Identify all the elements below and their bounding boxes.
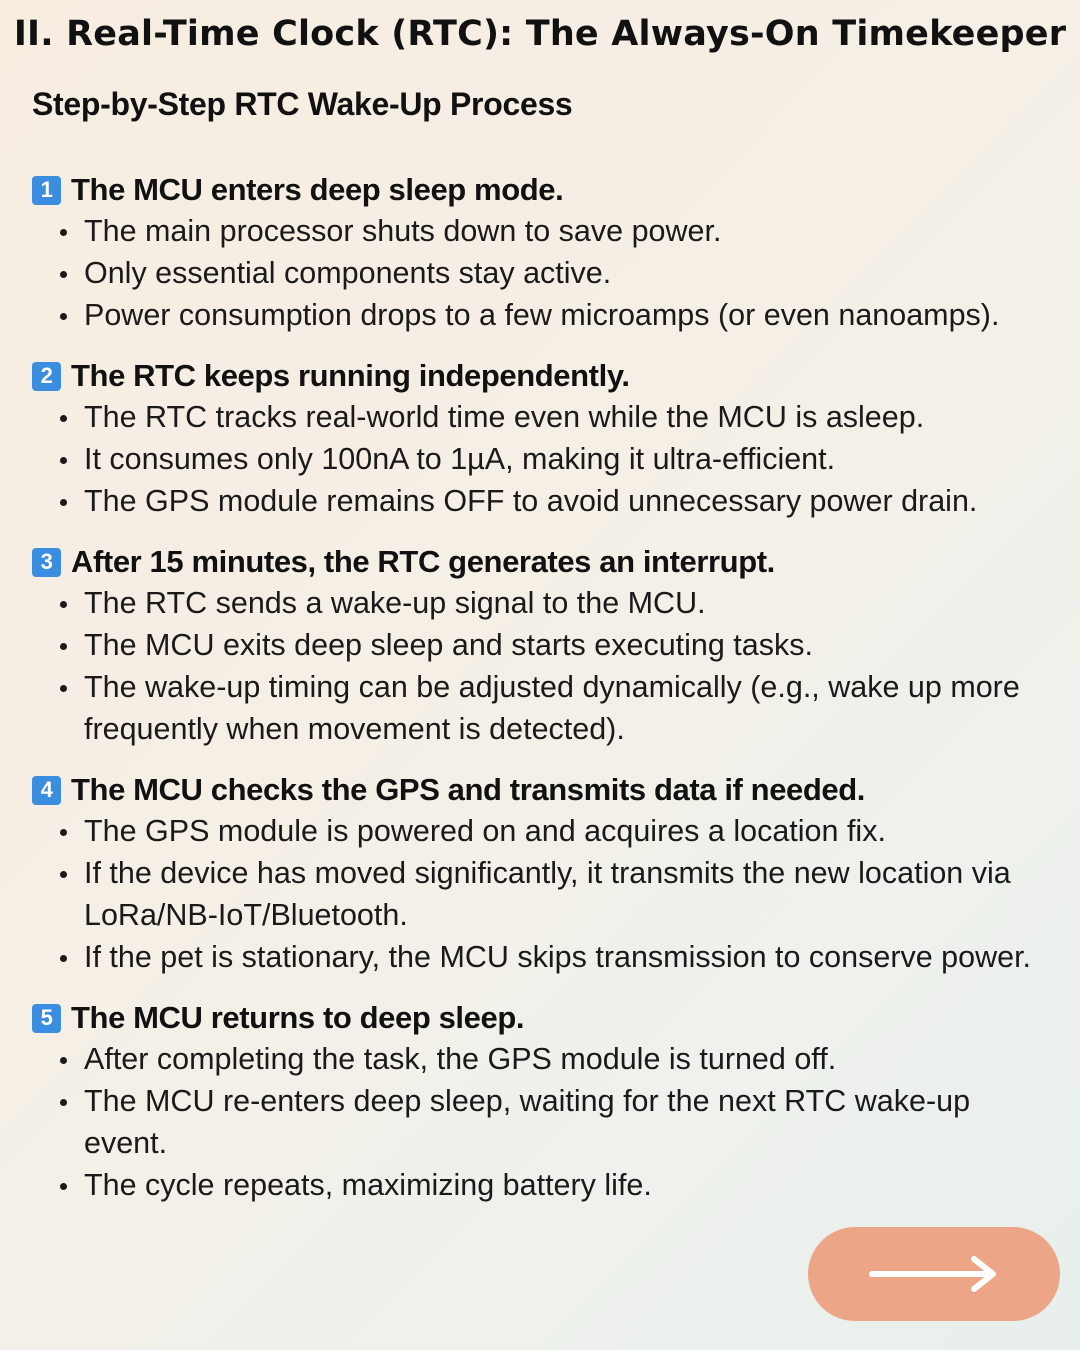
page-title: II. Real-Time Clock (RTC): The Always-On Timekeeper — [13, 14, 1067, 54]
steps-list — [32, 170, 1042, 1226]
bullet-dot-icon — [60, 271, 67, 278]
step-heading — [32, 356, 1042, 396]
bullet-list — [32, 582, 1042, 750]
step-heading-text: The RTC keeps running independently. — [71, 358, 630, 393]
bullet-item — [32, 252, 1042, 294]
bullet-text: The GPS module is powered on and acquires a location fix. — [84, 814, 886, 848]
bullet-item — [32, 810, 1042, 852]
bullet-text: The GPS module remains OFF to avoid unnecessary power drain. — [84, 484, 978, 518]
bullet-item — [32, 294, 1042, 336]
step-3 — [32, 542, 1042, 750]
bullet-dot-icon — [60, 229, 67, 236]
bullet-item — [32, 936, 1042, 978]
bullet-dot-icon — [60, 499, 67, 506]
step-number-badge: 3 — [32, 548, 61, 577]
bullet-text: Only essential components stay active. — [84, 256, 612, 290]
bullet-text: Power consumption drops to a few microamps (or even nanoamps). — [84, 298, 1000, 332]
step-4 — [32, 770, 1042, 978]
bullet-item — [32, 1164, 1042, 1206]
step-heading — [32, 770, 1042, 810]
step-number-badge: 4 — [32, 776, 61, 805]
bullet-text: If the device has moved significantly, it transmits the new location via LoRa/NB-IoT/Bluetooth. — [84, 856, 1011, 932]
bullet-item — [32, 396, 1042, 438]
bullet-dot-icon — [60, 685, 67, 692]
bullet-list — [32, 810, 1042, 978]
step-5 — [32, 998, 1042, 1206]
bullet-dot-icon — [60, 1183, 67, 1190]
step-heading-text: The MCU returns to deep sleep. — [71, 1000, 525, 1035]
step-number-badge: 2 — [32, 362, 61, 391]
bullet-dot-icon — [60, 313, 67, 320]
bullet-text: The main processor shuts down to save power. — [84, 214, 722, 248]
section-subtitle: Step-by-Step RTC Wake-Up Process — [32, 86, 573, 122]
step-1 — [32, 170, 1042, 336]
bullet-dot-icon — [60, 829, 67, 836]
bullet-list — [32, 210, 1042, 336]
step-number-badge: 1 — [32, 176, 61, 205]
bullet-item — [32, 480, 1042, 522]
step-heading-text: The MCU checks the GPS and transmits data if needed. — [71, 772, 866, 807]
bullet-dot-icon — [60, 457, 67, 464]
arrow-right-icon — [868, 1254, 1000, 1294]
bullet-text: If the pet is stationary, the MCU skips transmission to conserve power. — [84, 940, 1032, 974]
bullet-text: It consumes only 100nA to 1µA, making it ultra-efficient. — [84, 442, 836, 476]
bullet-list — [32, 1038, 1042, 1206]
step-heading — [32, 542, 1042, 582]
bullet-text: The MCU exits deep sleep and starts executing tasks. — [84, 628, 813, 662]
bullet-text: The wake-up timing can be adjusted dynamically (e.g., wake up more frequently when movement is detected). — [84, 670, 1020, 746]
bullet-dot-icon — [60, 601, 67, 608]
step-heading — [32, 998, 1042, 1038]
step-heading — [32, 170, 1042, 210]
bullet-list — [32, 396, 1042, 522]
bullet-text: The RTC tracks real-world time even while the MCU is asleep. — [84, 400, 925, 434]
bullet-dot-icon — [60, 955, 67, 962]
bullet-dot-icon — [60, 1099, 67, 1106]
bullet-item — [32, 852, 1042, 936]
bullet-text: After completing the task, the GPS module is turned off. — [84, 1042, 837, 1076]
bullet-dot-icon — [60, 643, 67, 650]
bullet-item — [32, 1038, 1042, 1080]
step-heading-text: After 15 minutes, the RTC generates an interrupt. — [71, 544, 775, 579]
step-2 — [32, 356, 1042, 522]
step-number-badge: 5 — [32, 1004, 61, 1033]
bullet-item — [32, 666, 1042, 750]
bullet-dot-icon — [60, 415, 67, 422]
bullet-text: The MCU re-enters deep sleep, waiting for the next RTC wake-up event. — [84, 1084, 971, 1160]
bullet-text: The RTC sends a wake-up signal to the MCU. — [84, 586, 706, 620]
next-button[interactable] — [808, 1227, 1060, 1321]
bullet-dot-icon — [60, 1057, 67, 1064]
bullet-item — [32, 1080, 1042, 1164]
bullet-dot-icon — [60, 871, 67, 878]
bullet-item — [32, 582, 1042, 624]
bullet-item — [32, 210, 1042, 252]
bullet-item — [32, 438, 1042, 480]
bullet-text: The cycle repeats, maximizing battery life. — [84, 1168, 652, 1202]
step-heading-text: The MCU enters deep sleep mode. — [71, 172, 564, 207]
bullet-item — [32, 624, 1042, 666]
